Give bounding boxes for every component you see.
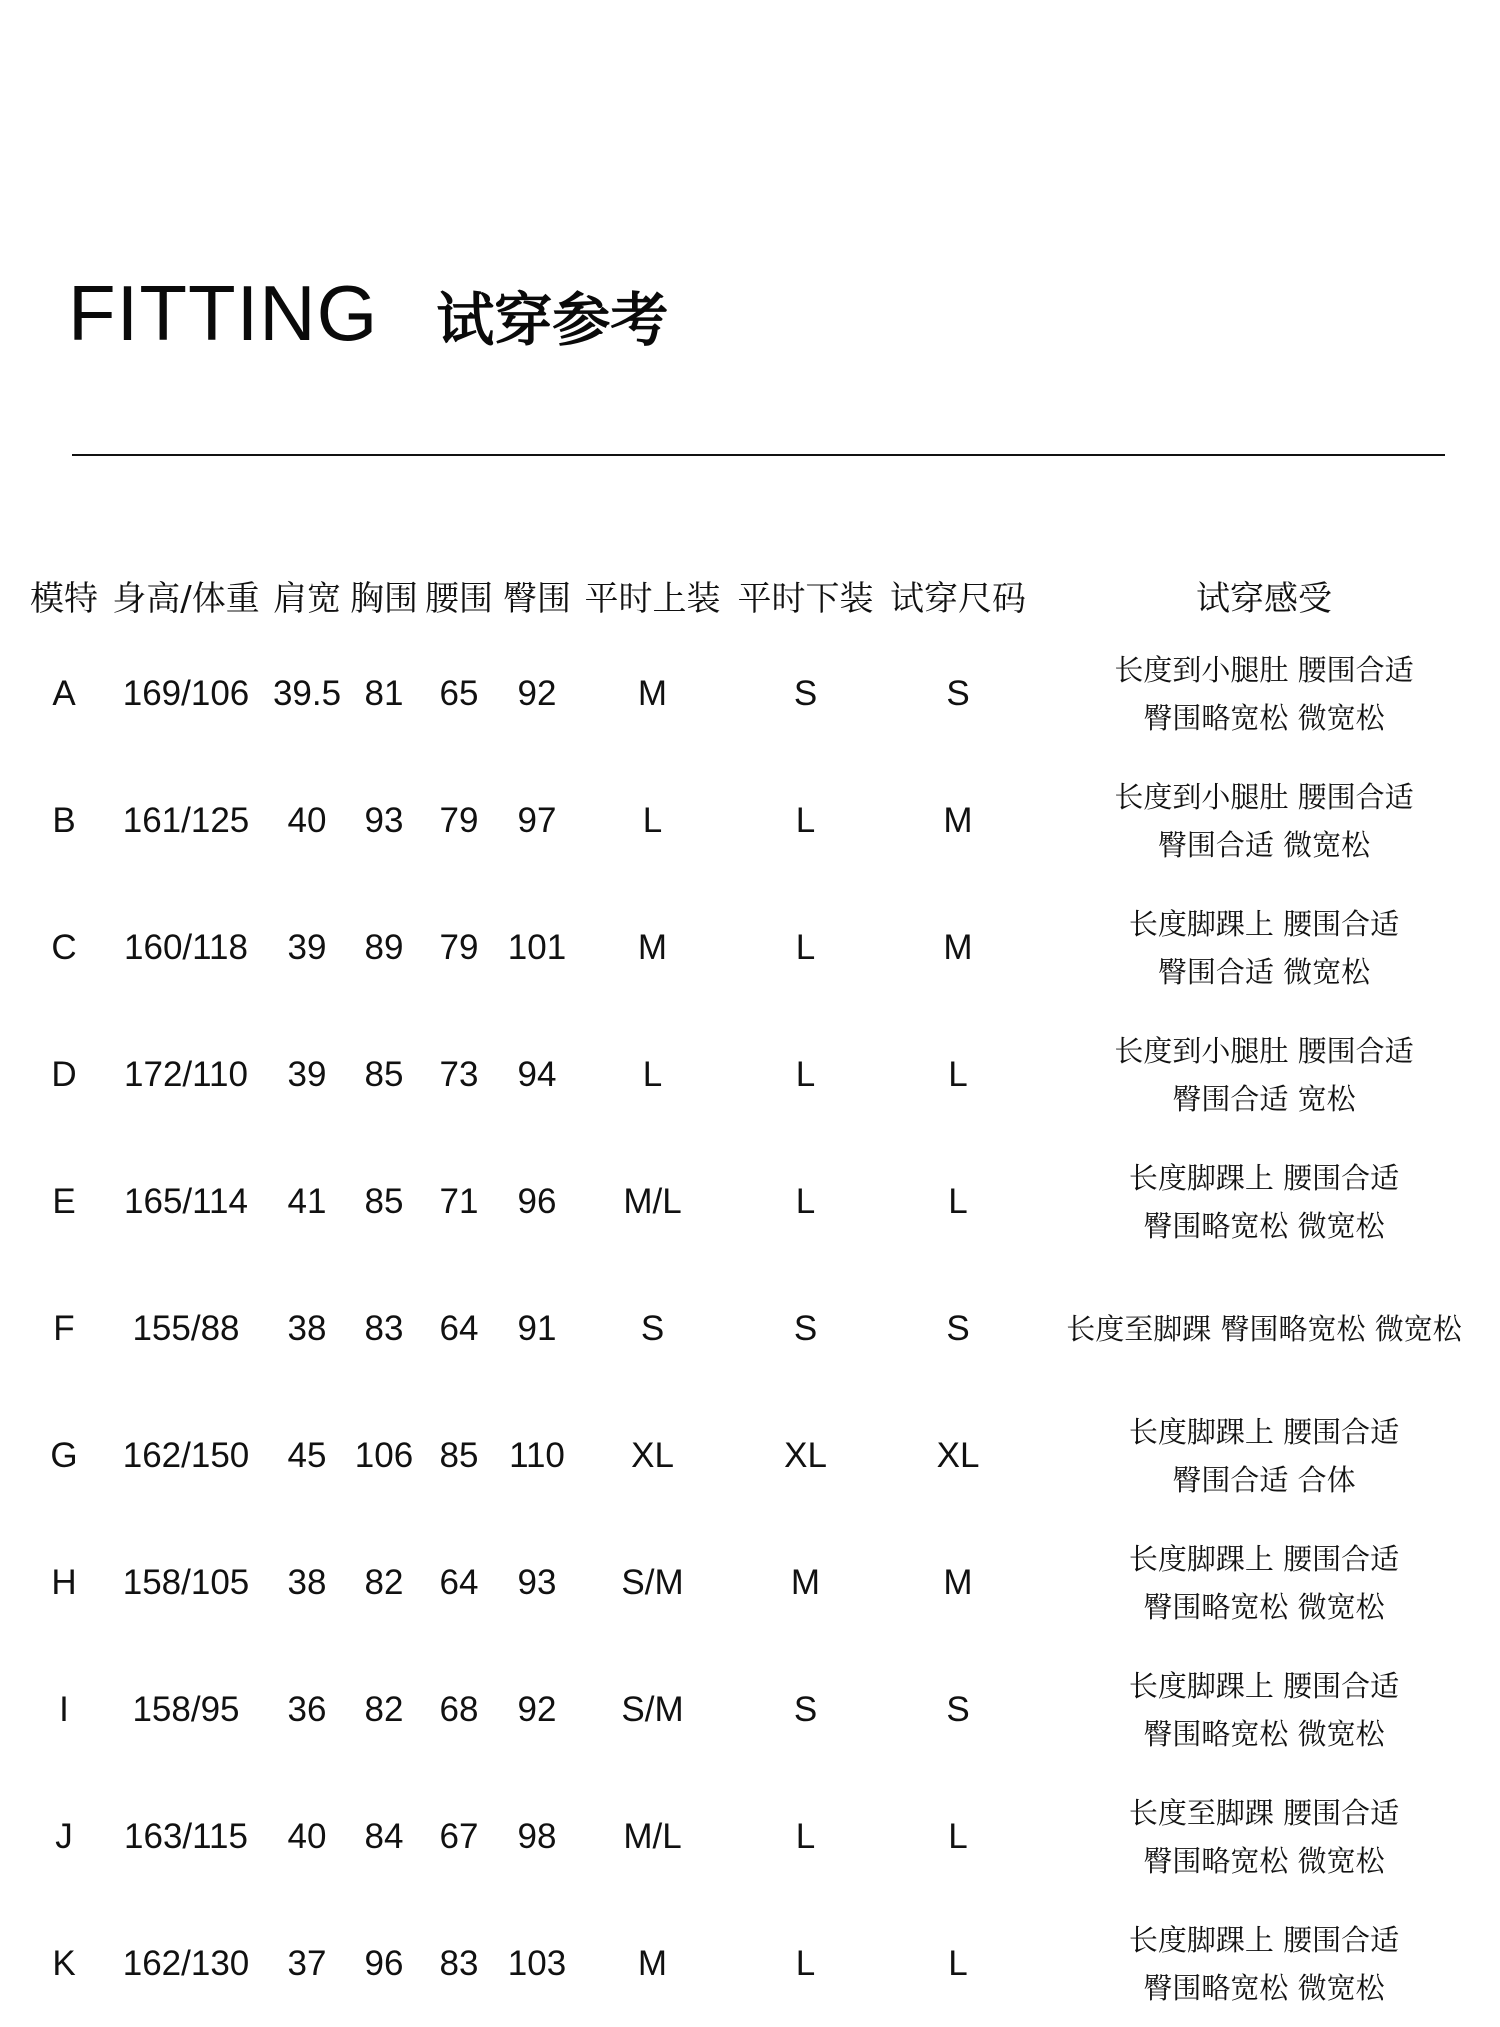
fit-feel-line-1: 长度脚踝上 腰围合适 (1128, 1922, 1400, 1957)
cell-usual-bottom: S (793, 1308, 818, 1348)
cell-fit-feel (1034, 1138, 1494, 1265)
header-hip: 臀围 (503, 578, 571, 619)
table-row (0, 1646, 1500, 1773)
cell-fit-feel (1034, 630, 1494, 757)
cell-try-size: M (943, 1562, 973, 1602)
header-shoulder: 肩宽 (273, 578, 341, 619)
cell-height-weight: 161/125 (122, 800, 250, 840)
table-row (0, 1773, 1500, 1900)
cell-shoulder: 38 (287, 1562, 327, 1602)
cell-usual-top: S/M (621, 1562, 684, 1602)
cell-waist: 68 (439, 1689, 479, 1729)
table-row (0, 1519, 1500, 1646)
header-chest: 胸围 (350, 578, 418, 619)
fit-feel-line-1: 长度至脚踝 臀围略宽松 微宽松 (1066, 1311, 1462, 1346)
header-waist: 腰围 (425, 578, 493, 619)
cell-waist: 65 (439, 673, 479, 713)
cell-try-size: L (948, 1943, 968, 1983)
fit-feel-line-1: 长度脚踝上 腰围合适 (1128, 1160, 1400, 1195)
cell-model: K (52, 1943, 76, 1983)
cell-chest: 106 (354, 1435, 414, 1475)
table-row (0, 1392, 1500, 1519)
fit-feel-line-1: 长度脚踝上 腰围合适 (1128, 906, 1400, 941)
cell-hip: 91 (517, 1308, 557, 1348)
cell-fit-feel (1034, 1519, 1494, 1646)
cell-shoulder: 38 (287, 1308, 327, 1348)
cell-waist: 73 (439, 1054, 479, 1094)
cell-try-size: M (943, 800, 973, 840)
cell-usual-top: M (637, 1943, 668, 1983)
cell-model: G (50, 1435, 78, 1475)
cell-shoulder: 39.5 (272, 673, 342, 713)
cell-waist: 67 (439, 1816, 479, 1856)
cell-usual-top: M/L (623, 1181, 682, 1221)
fit-feel-line-2: 臀围略宽松 微宽松 (1143, 1716, 1385, 1751)
cell-waist: 83 (439, 1943, 479, 1983)
cell-try-size: S (946, 1308, 970, 1348)
cell-hip: 92 (517, 1689, 557, 1729)
cell-chest: 96 (364, 1943, 404, 1983)
cell-shoulder: 36 (287, 1689, 327, 1729)
cell-model: J (55, 1816, 73, 1856)
fit-feel-line-2: 臀围略宽松 微宽松 (1143, 1843, 1385, 1878)
cell-waist: 64 (439, 1308, 479, 1348)
cell-try-size: S (946, 1689, 970, 1729)
cell-fit-feel (1034, 1773, 1494, 1900)
cell-try-size: L (948, 1054, 968, 1094)
fit-feel-line-2: 臀围合适 合体 (1172, 1462, 1356, 1497)
cell-try-size: L (948, 1816, 968, 1856)
cell-model: C (51, 927, 77, 967)
cell-hip: 94 (517, 1054, 557, 1094)
cell-chest: 85 (364, 1181, 404, 1221)
cell-usual-bottom: L (795, 927, 816, 967)
fitting-table (0, 560, 1500, 2027)
cell-height-weight: 169/106 (122, 673, 250, 713)
cell-height-weight: 162/150 (122, 1435, 250, 1475)
cell-fit-feel (1034, 1900, 1494, 2027)
cell-height-weight: 172/110 (124, 1054, 248, 1094)
cell-usual-bottom: S (793, 1689, 818, 1729)
cell-usual-bottom: L (795, 1816, 816, 1856)
header-try-size: 试穿尺码 (890, 578, 1026, 619)
cell-usual-top: M (637, 927, 668, 967)
fit-feel-line-1: 长度脚踝上 腰围合适 (1128, 1541, 1400, 1576)
table-row (0, 630, 1500, 757)
cell-shoulder: 45 (287, 1435, 327, 1475)
fit-feel-line-1: 长度到小腿肚 腰围合适 (1114, 779, 1414, 814)
fit-feel-line-2: 臀围合适 微宽松 (1157, 954, 1371, 989)
cell-chest: 81 (364, 673, 404, 713)
cell-usual-bottom: L (795, 800, 816, 840)
cell-try-size: XL (936, 1435, 980, 1475)
cell-waist: 71 (439, 1181, 479, 1221)
header-model: 模特 (30, 578, 98, 619)
cell-hip: 93 (517, 1562, 557, 1602)
cell-hip: 92 (517, 673, 557, 713)
cell-chest: 85 (364, 1054, 404, 1094)
cell-model: H (51, 1562, 77, 1602)
table-row (0, 1265, 1500, 1392)
cell-hip: 101 (507, 927, 567, 967)
fit-feel-line-1: 长度脚踝上 腰围合适 (1128, 1414, 1400, 1449)
table-header-row (0, 560, 1500, 630)
page-title-english: FITTING (68, 269, 379, 357)
cell-fit-feel (1034, 1392, 1494, 1519)
cell-shoulder: 40 (287, 800, 327, 840)
table-row (0, 757, 1500, 884)
page-title-chinese: 试穿参考 (436, 286, 669, 354)
table-row (0, 1900, 1500, 2027)
cell-height-weight: 158/105 (122, 1562, 250, 1602)
cell-hip: 103 (507, 1943, 567, 1983)
cell-waist: 79 (439, 800, 479, 840)
header-usual-bottom: 平时下装 (737, 578, 874, 619)
cell-chest: 82 (364, 1689, 404, 1729)
fit-feel-line-1: 长度至脚踝 腰围合适 (1128, 1795, 1400, 1830)
cell-usual-top: L (642, 800, 663, 840)
header-fit-feel: 试穿感受 (1196, 578, 1332, 619)
fit-feel-line-1: 长度脚踝上 腰围合适 (1128, 1668, 1400, 1703)
cell-model: D (51, 1054, 77, 1094)
cell-shoulder: 39 (287, 927, 327, 967)
table-row (0, 1138, 1500, 1265)
cell-usual-bottom: M (790, 1562, 821, 1602)
cell-usual-bottom: L (795, 1054, 816, 1094)
fit-feel-line-1: 长度到小腿肚 腰围合适 (1114, 652, 1414, 687)
page-title (68, 268, 668, 359)
cell-usual-top: L (642, 1054, 663, 1094)
header-usual-top: 平时上装 (584, 578, 721, 619)
cell-fit-feel (1034, 1011, 1494, 1138)
cell-fit-feel (1034, 757, 1494, 884)
cell-model: E (52, 1181, 76, 1221)
cell-usual-top: S (640, 1308, 665, 1348)
cell-try-size: M (943, 927, 973, 967)
title-divider (72, 454, 1445, 456)
cell-chest: 82 (364, 1562, 404, 1602)
cell-try-size: L (948, 1181, 968, 1221)
cell-fit-feel (1034, 1646, 1494, 1773)
cell-chest: 84 (364, 1816, 404, 1856)
fit-feel-line-2: 臀围合适 宽松 (1172, 1081, 1356, 1116)
cell-waist: 64 (439, 1562, 479, 1602)
cell-model: I (59, 1689, 69, 1729)
header-height-weight: 身高/体重 (112, 578, 260, 619)
cell-hip: 110 (509, 1435, 565, 1475)
cell-height-weight: 163/115 (124, 1816, 248, 1856)
cell-model: F (53, 1308, 75, 1348)
fit-feel-line-2: 臀围略宽松 微宽松 (1143, 700, 1385, 735)
fit-feel-line-2: 臀围略宽松 微宽松 (1143, 1208, 1385, 1243)
table-row (0, 1011, 1500, 1138)
cell-try-size: S (946, 673, 970, 713)
cell-hip: 97 (517, 800, 557, 840)
cell-usual-top: XL (631, 1435, 674, 1475)
cell-model: B (52, 800, 76, 840)
cell-usual-bottom: XL (784, 1435, 827, 1475)
cell-waist: 79 (439, 927, 479, 967)
cell-fit-feel (1034, 884, 1494, 1011)
cell-usual-top: M/L (623, 1816, 682, 1856)
fit-feel-line-2: 臀围略宽松 微宽松 (1143, 1970, 1385, 2005)
cell-height-weight: 160/118 (124, 927, 248, 967)
fit-feel-line-2: 臀围略宽松 微宽松 (1143, 1589, 1385, 1624)
cell-hip: 96 (517, 1181, 557, 1221)
cell-height-weight: 158/95 (132, 1689, 240, 1729)
cell-chest: 93 (364, 800, 404, 840)
cell-hip: 98 (517, 1816, 557, 1856)
fit-feel-line-1: 长度到小腿肚 腰围合适 (1114, 1033, 1414, 1068)
cell-chest: 89 (364, 927, 404, 967)
cell-usual-bottom: S (793, 673, 818, 713)
cell-height-weight: 162/130 (122, 1943, 250, 1983)
cell-height-weight: 155/88 (132, 1308, 240, 1348)
cell-fit-feel (1034, 1265, 1494, 1392)
cell-shoulder: 37 (287, 1943, 327, 1983)
fit-feel-line-2: 臀围合适 微宽松 (1157, 827, 1371, 862)
cell-usual-bottom: L (795, 1943, 816, 1983)
cell-usual-bottom: L (795, 1181, 816, 1221)
cell-usual-top: M (637, 673, 668, 713)
cell-shoulder: 41 (287, 1181, 327, 1221)
cell-waist: 85 (439, 1435, 479, 1475)
cell-usual-top: S/M (621, 1689, 684, 1729)
cell-chest: 83 (364, 1308, 404, 1348)
cell-model: A (52, 673, 76, 713)
cell-shoulder: 40 (287, 1816, 327, 1856)
cell-height-weight: 165/114 (124, 1181, 248, 1221)
cell-shoulder: 39 (287, 1054, 327, 1094)
table-row (0, 884, 1500, 1011)
